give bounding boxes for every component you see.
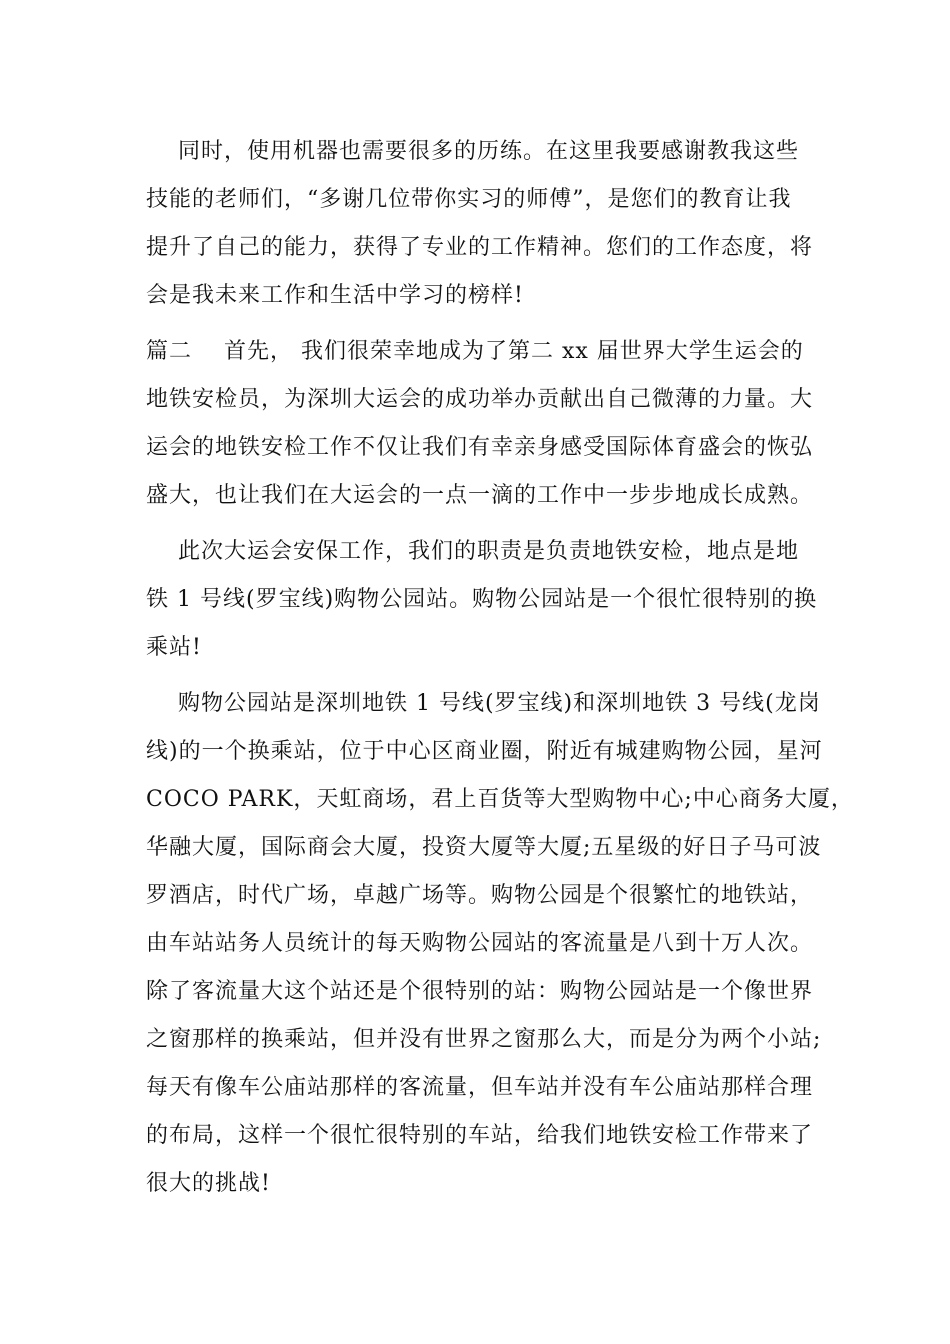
text-line: 罗酒店，时代广场，卓越广场等。购物公园是个很繁忙的地铁站，: [146, 883, 814, 908]
text-line: 的布局，这样一个很忙很特别的车站，给我们地铁安检工作带来了: [146, 1123, 814, 1148]
text-line: 华融大厦，国际商会大厦，投资大厦等大厦;五星级的好日子马可波: [146, 835, 822, 860]
text-line: 每天有像车公庙站那样的客流量，但车站并没有车公庙站那样合理: [146, 1075, 814, 1100]
section-heading-line: 篇二 首先， 我们很荣幸地成为了第二 xx 届世界大学生运会的: [146, 339, 804, 364]
text-line: 之窗那样的换乘站，但并没有世界之窗那么大，而是分为两个小站;: [146, 1027, 822, 1052]
text-line: 地铁安检员，为深圳大运会的成功举办贡献出自己微薄的力量。大: [146, 387, 814, 412]
text-line: 很大的挑战!: [146, 1171, 271, 1196]
text-line: 此次大运会安保工作，我们的职责是负责地铁安检，地点是地: [146, 539, 799, 564]
text-line: 除了客流量大这个站还是个很特别的站：购物公园站是一个像世界: [146, 979, 814, 1004]
text-line: 提升了自己的能力，获得了专业的工作精神。您们的工作态度，将: [146, 235, 814, 260]
text-line: 线)的一个换乘站，位于中心区商业圈，附近有城建购物公园，星河: [146, 739, 823, 764]
text-line: 技能的老师们，“多谢几位带你实习的师傅”，是您们的教育让我: [146, 187, 792, 212]
text-line: 购物公园站是深圳地铁 1 号线(罗宝线)和深圳地铁 3 号线(龙岗: [146, 691, 821, 716]
text-line: COCO PARK，天虹商场，君上百货等大型购物中心;中心商务大厦，: [146, 787, 854, 812]
text-line: 铁 1 号线(罗宝线)购物公园站。购物公园站是一个很忙很特别的换: [146, 587, 818, 612]
text-line: 乘站!: [146, 635, 202, 660]
text-line: 盛大，也让我们在大运会的一点一滴的工作中一步步地成长成熟。: [146, 483, 814, 508]
text-line: 会是我未来工作和生活中学习的榜样!: [146, 283, 524, 308]
text-line: 同时，使用机器也需要很多的历练。在这里我要感谢教我这些: [146, 139, 799, 164]
text-line: 由车站站务人员统计的每天购物公园站的客流量是八到十万人次。: [146, 931, 814, 956]
text-line: 运会的地铁安检工作不仅让我们有幸亲身感受国际体育盛会的恢弘: [146, 435, 814, 460]
